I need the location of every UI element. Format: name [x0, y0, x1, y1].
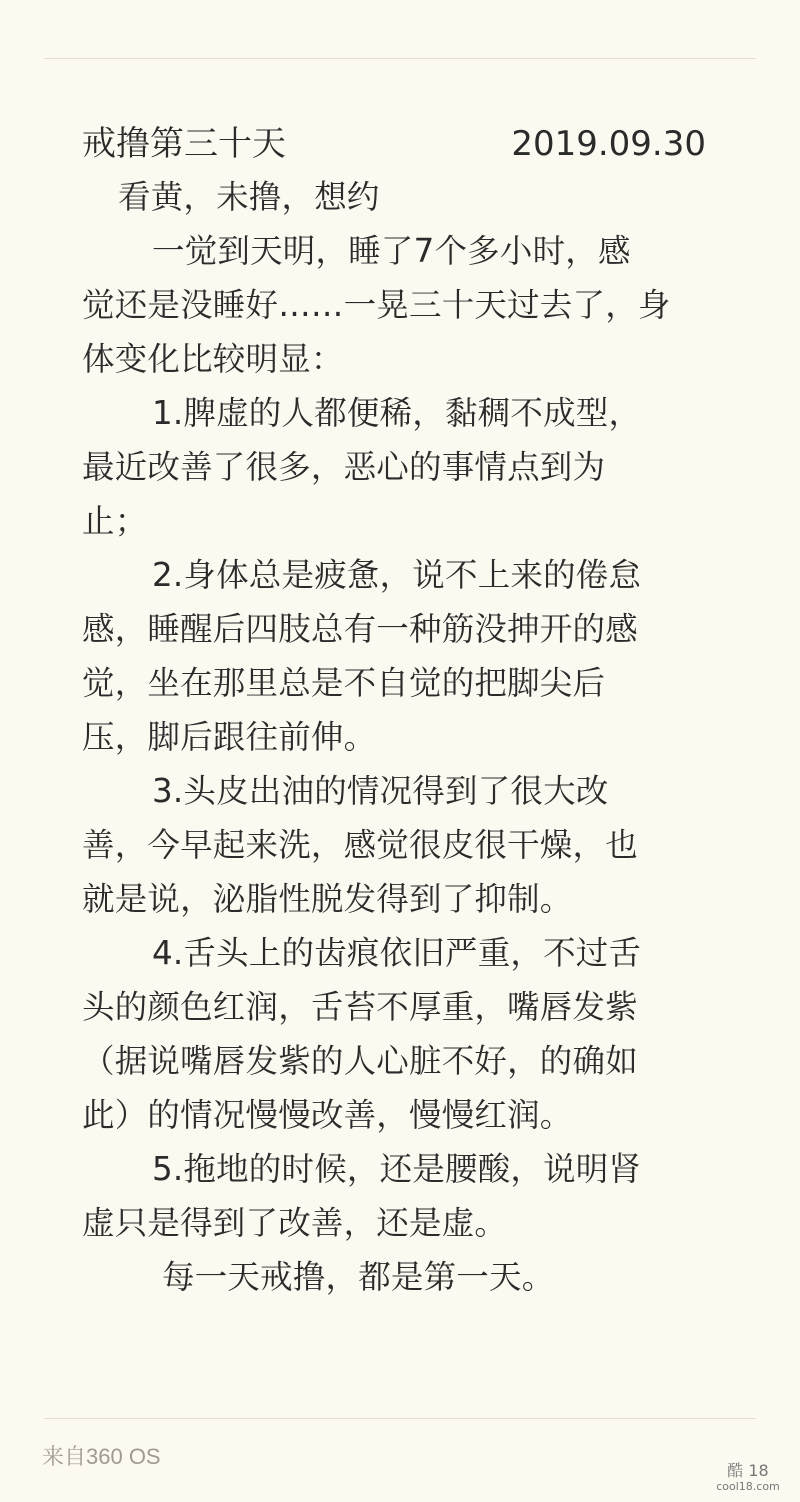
text-line: 5.拖地的时候，还是腰酸，说明肾 [152, 1150, 642, 1188]
site-watermark [700, 1462, 796, 1498]
text-line: 觉还是没睡好……一晃三十天过去了，身 [82, 286, 671, 324]
note-header [82, 118, 722, 170]
text-line: 此）的情况慢慢改善，慢慢红润。 [82, 1096, 573, 1134]
text-line: 最近改善了很多，恶心的事情点到为 [82, 448, 606, 486]
text-line: 2.身体总是疲惫，说不上来的倦怠 [152, 556, 642, 594]
text-line: 感，睡醒后四肢总有一种筋没抻开的感 [82, 610, 638, 648]
text-line: 就是说，泌脂性脱发得到了抑制。 [82, 880, 573, 918]
text-line: 压，脚后跟往前伸。 [82, 718, 377, 756]
text-line: 看黄，未撸，想约 [118, 178, 380, 216]
note-date: 2019.09.30 [511, 124, 706, 164]
note-title: 戒撸第三十天 [82, 124, 286, 164]
text-line: 头的颜色红润，舌苔不厚重，嘴唇发紫 [82, 988, 638, 1026]
text-line: 3.头皮出油的情况得到了很大改 [152, 772, 609, 810]
text-line: 止； [82, 502, 148, 540]
watermark-line1: 酷 18 [727, 1461, 769, 1480]
text-line: 觉，坐在那里总是不自觉的把脚尖后 [82, 664, 606, 702]
text-line: 体变化比较明显： [82, 340, 344, 378]
text-line: 一觉到天明，睡了7个多小时，感 [152, 232, 631, 270]
top-divider [44, 58, 756, 59]
text-line: 1.脾虚的人都便稀，黏稠不成型， [152, 394, 642, 432]
text-line: 善，今早起来洗，感觉很皮很干燥，也 [82, 826, 638, 864]
text-line: 虚只是得到了改善，还是虚。 [82, 1204, 508, 1242]
text-line: 每一天戒撸，都是第一天。 [162, 1258, 555, 1296]
source-label: 来自360 OS [42, 1444, 161, 1469]
note-body [82, 118, 722, 1304]
text-line: 4.舌头上的齿痕依旧严重，不过舌 [152, 934, 642, 972]
text-line: （据说嘴唇发紫的人心脏不好，的确如 [82, 1042, 638, 1080]
bottom-divider [44, 1418, 756, 1419]
watermark-line2: cool18.com [716, 1480, 780, 1493]
